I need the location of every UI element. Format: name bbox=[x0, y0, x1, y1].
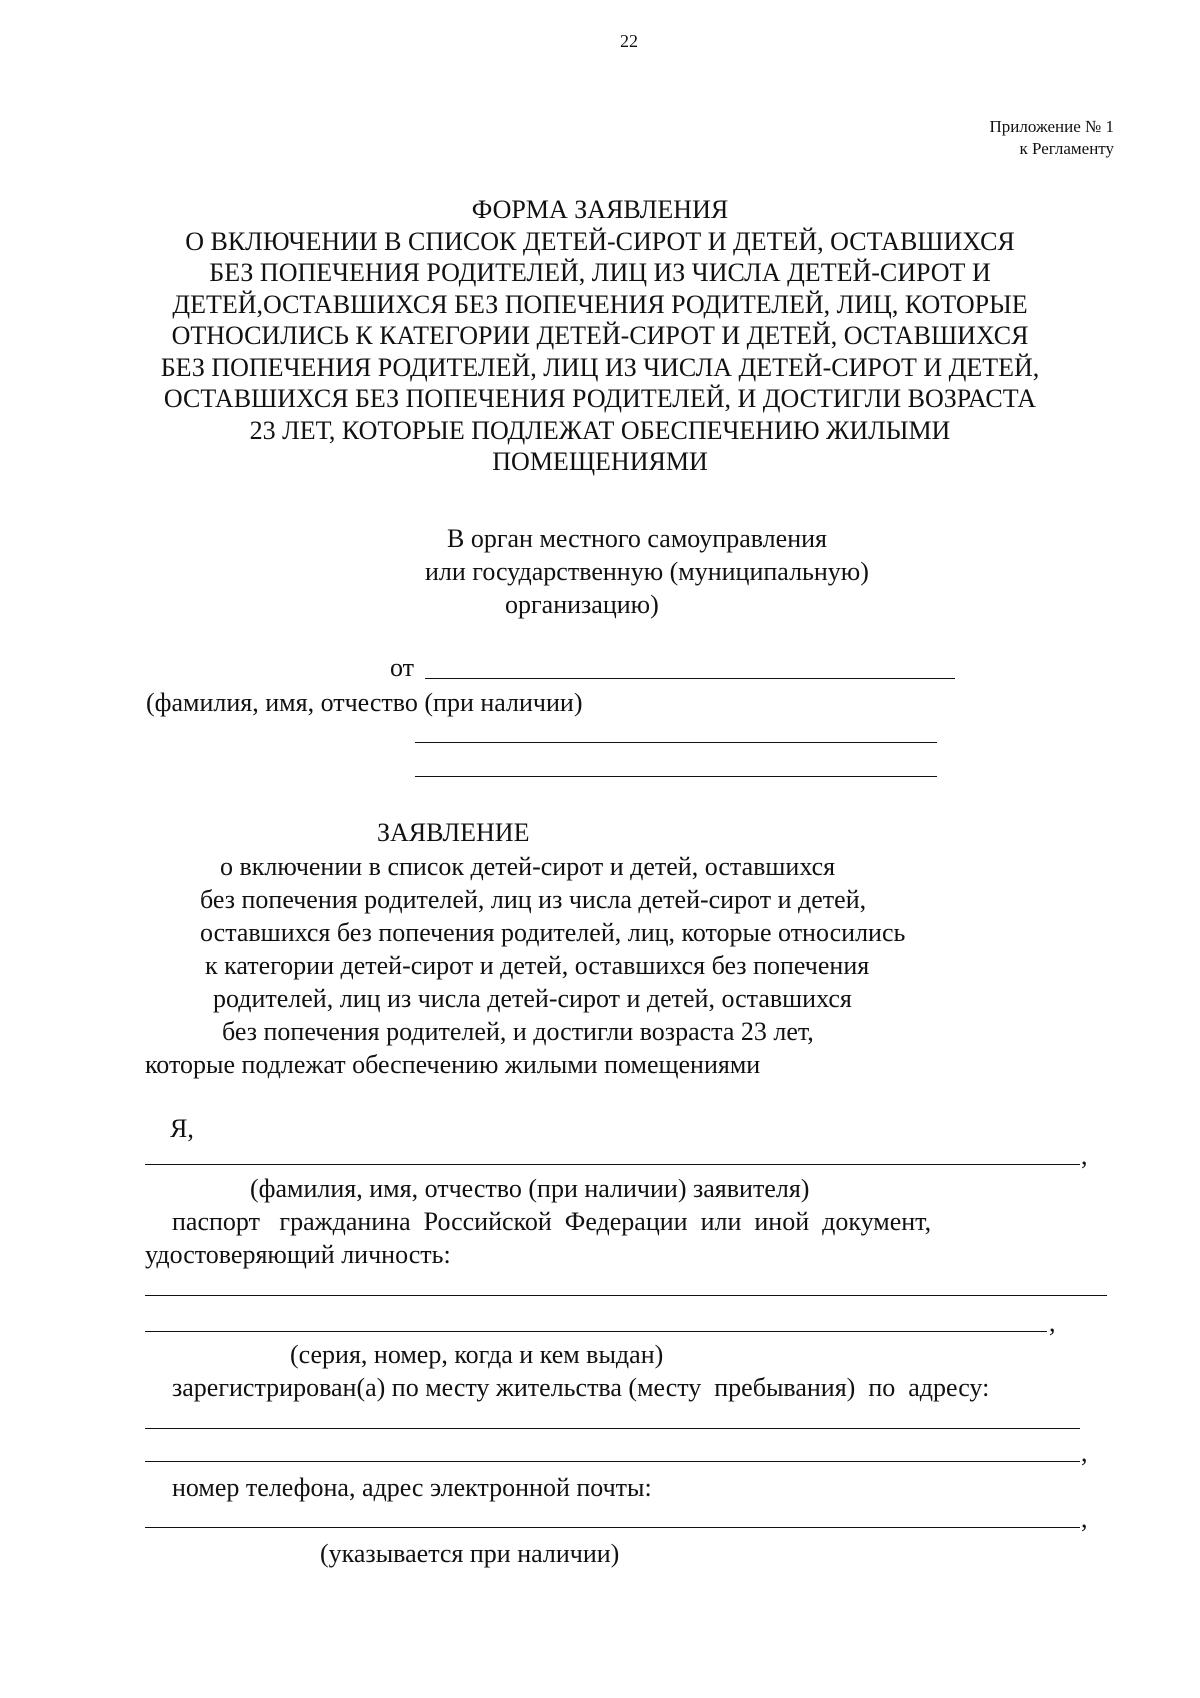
address-field-1[interactable] bbox=[145, 1428, 1080, 1429]
from-extra-field-1[interactable] bbox=[415, 742, 937, 743]
statement-subtitle-line: без попечения родителей, и достигли возраста 23 лет, bbox=[222, 1017, 814, 1046]
form-title-line: ДЕТЕЙ,ОСТАВШИХСЯ БЕЗ ПОПЕЧЕНИЯ РОДИТЕЛЕЙ, ЛИЦ, КОТОРЫЕ bbox=[172, 289, 1028, 319]
statement-heading: ЗАЯВЛЕНИЕ bbox=[377, 818, 530, 847]
statement-subtitle-line: оставшихся без попечения родителей, лиц, которые относились bbox=[200, 918, 906, 947]
form-title-line: БЕЗ ПОПЕЧЕНИЯ РОДИТЕЛЕЙ, ЛИЦ ИЗ ЧИСЛА ДЕТЕЙ-СИРОТ И ДЕТЕЙ, bbox=[160, 352, 1040, 382]
address-field-2[interactable] bbox=[145, 1461, 1080, 1462]
comma: , bbox=[1081, 1438, 1088, 1467]
statement-subtitle-line: которые подлежат обеспечению жилыми помещениями bbox=[145, 1050, 761, 1079]
from-label: от bbox=[390, 653, 415, 682]
addressee-line-2: или государственную (муниципальную) bbox=[425, 557, 869, 586]
from-extra-field-2[interactable] bbox=[415, 776, 937, 777]
passport-field-1[interactable] bbox=[145, 1295, 1107, 1296]
form-title bbox=[120, 194, 1080, 478]
registered-address-text: зарегистрирован(а) по месту жительства (месту пребывания) по адресу: bbox=[172, 1373, 990, 1402]
form-title-line: БЕЗ ПОПЕЧЕНИЯ РОДИТЕЛЕЙ, ЛИЦ ИЗ ЧИСЛА ДЕТЕЙ-СИРОТ И bbox=[209, 258, 991, 287]
comma: , bbox=[1049, 1308, 1056, 1337]
contacts-hint: (указывается при наличии) bbox=[320, 1539, 620, 1568]
addressee-line-3: организацию) bbox=[505, 590, 659, 619]
applicant-name-hint: (фамилия, имя, отчество (при наличии) заявителя) bbox=[250, 1174, 810, 1203]
addressee-line-1: В орган местного самоуправления bbox=[447, 524, 827, 553]
statement-subtitle-line: к категории детей-сирот и детей, оставшихся без попечения bbox=[205, 951, 870, 980]
appendix-line-1: Приложение № 1 bbox=[989, 117, 1114, 136]
statement-subtitle-line: о включении в список детей-сирот и детей, оставшихся bbox=[220, 852, 836, 881]
i-label: Я, bbox=[170, 1114, 194, 1143]
form-title-line: ОСТАВШИХСЯ БЕЗ ПОПЕЧЕНИЯ РОДИТЕЛЕЙ, И ДОСТИГЛИ ВОЗРАСТА bbox=[163, 384, 1037, 413]
from-name-field[interactable] bbox=[425, 678, 955, 679]
applicant-name-field[interactable] bbox=[145, 1164, 1080, 1165]
passport-text-cont: удостоверяющий личность: bbox=[145, 1240, 451, 1269]
comma: , bbox=[1081, 1504, 1088, 1533]
page-number: 22 bbox=[620, 31, 638, 51]
appendix-line-2: к Регламенту bbox=[1019, 139, 1114, 158]
comma: , bbox=[1081, 1141, 1088, 1170]
form-title-line: 23 ЛЕТ, КОТОРЫЕ ПОДЛЕЖАТ ОБЕСПЕЧЕНИЮ ЖИЛЫМИ bbox=[249, 415, 951, 445]
passport-field-2[interactable] bbox=[145, 1331, 1047, 1332]
passport-hint: (серия, номер, когда и кем выдан) bbox=[290, 1340, 664, 1369]
contacts-text: номер телефона, адрес электронной почты: bbox=[172, 1473, 652, 1502]
statement-subtitle-line: родителей, лиц из числа детей-сирот и детей, оставшихся bbox=[213, 984, 852, 1013]
statement-subtitle-line: без попечения родителей, лиц из числа детей-сирот и детей, bbox=[200, 885, 867, 914]
contacts-field[interactable] bbox=[145, 1527, 1080, 1528]
form-title-line: ПОМЕЩЕНИЯМИ bbox=[492, 447, 708, 476]
form-title-line: ОТНОСИЛИСЬ К КАТЕГОРИИ ДЕТЕЙ-СИРОТ И ДЕТЕЙ, ОСТАВШИХСЯ bbox=[171, 321, 1029, 350]
form-title-line: О ВКЛЮЧЕНИИ В СПИСОК ДЕТЕЙ-СИРОТ И ДЕТЕЙ, ОСТАВШИХСЯ bbox=[185, 226, 1015, 256]
passport-text: паспорт гражданина Российской Федерации или иной документ, bbox=[172, 1207, 932, 1236]
from-name-hint: (фамилия, имя, отчество (при наличии) bbox=[146, 688, 583, 717]
appendix-note bbox=[990, 116, 1114, 160]
form-title-line: ФОРМА ЗАЯВЛЕНИЯ bbox=[471, 195, 729, 224]
